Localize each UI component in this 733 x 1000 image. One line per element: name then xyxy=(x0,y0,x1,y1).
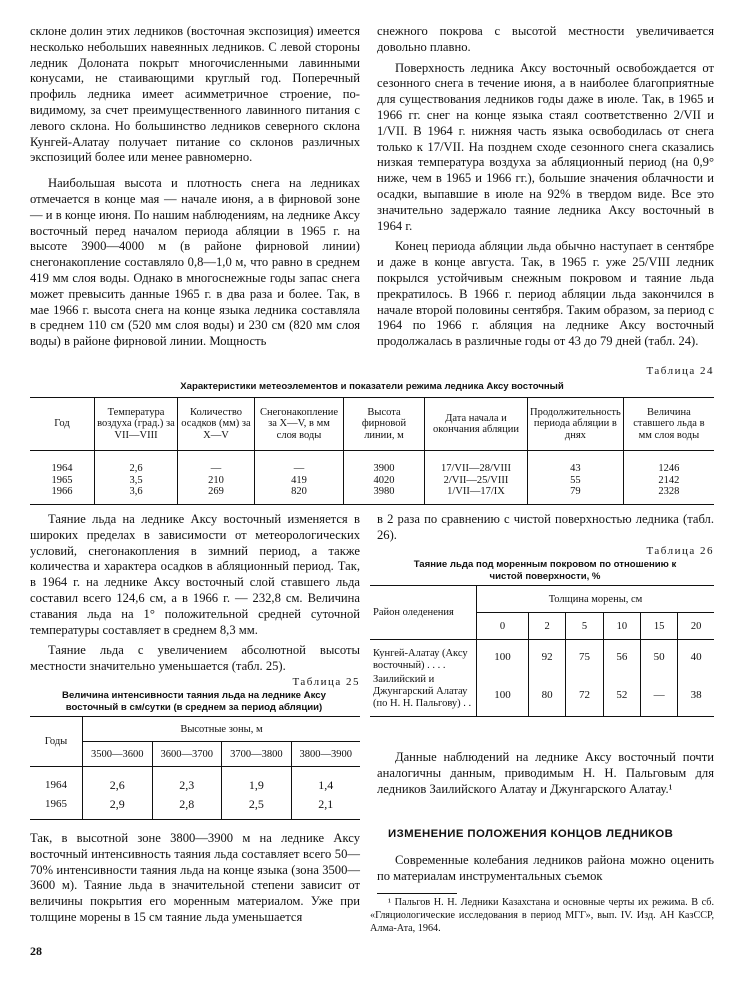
cell: — xyxy=(255,451,344,475)
cell: 2,5 xyxy=(222,795,292,820)
cell: Кунгей-Алатау (Аксу восточный) . . . . xyxy=(373,648,468,671)
paragraph: в 2 раза по сравнению с чистой поверхностью ледника (табл. 26). xyxy=(377,512,714,542)
right-col-end xyxy=(377,853,714,885)
cell: — xyxy=(178,451,255,475)
cell: 1965 xyxy=(51,474,73,486)
right-col-top xyxy=(377,24,714,350)
table-row xyxy=(30,451,714,475)
cell: 2,6 xyxy=(83,767,153,796)
t24-header: Снегонакопление за X—V, в мм слоя воды xyxy=(255,398,344,451)
t26-group-header: Толщина морены, см xyxy=(477,586,715,613)
table26-caption: Таяние льда под моренным покровом по отношению к чистой поверхности, % xyxy=(413,559,677,582)
cell: 43 xyxy=(528,451,624,475)
cell: 1,4 xyxy=(291,767,360,796)
cell: 56 xyxy=(603,640,640,674)
paragraph: Так, в высотной зоне 3800—3900 м на леднике Аксу восточный интенсивность таяния льда составляет всего 50—70% интенсивности таяния льда на конце языка (зона 3500—3600 м). Таяние льда в значительной степени зависит от величины покрытия его моренным материалом. Уже при толщине морены в 15 см таяние льда уменьшается xyxy=(30,831,360,924)
table25 xyxy=(30,716,360,820)
t24-header: Количество осадков (мм) за X—V xyxy=(178,398,255,451)
paragraph: Таяние льда на леднике Аксу восточный изменяется в широких пределах в зависимости от метеорологических условий, снегонакопления в зимний период, а также количества и характера осадков в абляционный период. Так, в 1964 г. на леднике Аксу восточный слой ставшего льда составил всего 124,6 см, а в 1966 г. — 232,8 см. Величина ставания льда на 1° положительной средней суточной температуры составляет в среднем 8,3 мм. xyxy=(30,512,360,637)
footnote xyxy=(370,896,714,935)
cell: 2,6 xyxy=(95,451,178,475)
right-col-mid xyxy=(377,512,714,544)
cell: 92 xyxy=(529,640,566,674)
table26-label: Таблица 26 xyxy=(646,545,714,557)
cell: 2,8 xyxy=(152,795,222,820)
cell: 1,9 xyxy=(222,767,292,796)
cell: 210 xyxy=(178,475,255,487)
t26-thickness: 5 xyxy=(566,613,603,640)
t24-header: Высота фирновой линии, м xyxy=(344,398,425,451)
t25-zone: 3500—3600 xyxy=(83,742,153,767)
t26-thickness: 15 xyxy=(640,613,677,640)
table25-caption: Величина интенсивности таяния льда на леднике Аксу восточный в см/сутки (в среднем за период абляции) xyxy=(62,690,326,713)
cell: 1964 xyxy=(51,463,73,474)
paragraph: Поверхность ледника Аксу восточный освобождается от сезонного снега в течение июня, а в наиболее благоприятные для существования ледников годы даже в июле. Так, в 1965 и 1966 гг. снег на конце языка стаял соответственно 2/VII и 1/VII. В 1964 г. нижняя часть языка освободилась от снега только к 17/VII. На позднем сходе сезонного снега сказались низкая температура воздуха за абляционный период (на 0,9° ниже, чем в 1965 и 1966 гг.), большие значения облачности и осадки, выпавшие в июле на 92% в твердом виде. Все это значительно задержало таяние ледника Аксу восточный в 1964 г. xyxy=(377,60,714,233)
cell: 1964 xyxy=(45,779,67,791)
cell: 2,1 xyxy=(291,795,360,820)
paragraph: Конец периода абляции льда обычно наступает в сентябре и даже в конце августа. Так, в 1965 г. уже 25/VIII ледник покрылся устойчивым снежным покровом и таяние льда прекратилось. В 1966 г. период абляции льда закончился в начале второй половины сентября. Таким образом, за период с 1964 по 1966 г. абляция на леднике Аксу восточный продолжалась в различные годы от 43 до 79 дней (табл. 24). xyxy=(377,239,714,349)
paragraph: Данные наблюдений на леднике Аксу восточный почти аналогичны данным, приводимым Н. Н. Пальговым для ледников Заилийского Алатау и Джунгарского Алатау.¹ xyxy=(377,750,714,796)
table-row xyxy=(370,673,714,717)
cell: 79 xyxy=(528,486,624,504)
table24 xyxy=(30,397,714,505)
paragraph: Наибольшая высота и плотность снега на ледниках отмечается в конце мая — начале июня, а в фирновой зоне — и в конце июня. По нашим наблюдениям, на леднике Аксу восточный перед началом периода абляции в 1965 г. на высоте 3900—4000 м (в районе фирновой линии) снегонакопление составляло 0,8—1,0 м, что равно в среднем 419 мм слоя воды. Однако в многоснежные годы запас снега может превысить данные 1965 г. в два раза и более. Так, в мае 1966 г. высота снега на конце языка ледника составляла в среднем 110 см (520 мм слоя воды) и 230 см (820 мм слоя воды) в районе фирновой линии. Мощность xyxy=(30,176,360,349)
table-row xyxy=(370,640,714,674)
paragraph: снежного покрова с высотой местности увеличивается довольно плавно. xyxy=(377,24,714,54)
cell: 52 xyxy=(603,673,640,717)
cell: 4020 xyxy=(344,475,425,487)
t25-col-header: Годы xyxy=(30,717,83,767)
t26-thickness: 0 xyxy=(477,613,529,640)
cell: 75 xyxy=(566,640,603,674)
paragraph: Современные колебания ледников района можно оценить по материалам инструментальных съемок xyxy=(377,853,714,883)
cell: 38 xyxy=(678,673,714,717)
t26-thickness: 2 xyxy=(529,613,566,640)
cell: 1965 xyxy=(45,798,67,810)
cell: — xyxy=(640,673,677,717)
left-col-bottom xyxy=(30,831,360,926)
t25-zone: 3600—3700 xyxy=(152,742,222,767)
cell: 1/VII—17/IX xyxy=(425,486,528,504)
table-row xyxy=(30,475,714,487)
cell: 3,5 xyxy=(95,475,178,487)
t26-col-header: Район оледенения xyxy=(370,586,477,640)
cell: 100 xyxy=(477,640,529,674)
t24-header: Продолжительность периода абляции в днях xyxy=(528,398,624,451)
cell: 100 xyxy=(477,673,529,717)
cell: 1246 xyxy=(623,451,714,475)
t25-zone: 3700—3800 xyxy=(222,742,292,767)
cell: 2142 xyxy=(623,475,714,487)
cell: 50 xyxy=(640,640,677,674)
table24-caption: Характеристики метеоэлементов и показатели режима ледника Аксу восточный xyxy=(180,381,564,392)
paragraph: Таяние льда с увеличением абсолютной высоты местности значительно уменьшается (табл. 25). xyxy=(30,643,360,674)
t24-header: Дата начала и окончания абляции xyxy=(425,398,528,451)
cell: 40 xyxy=(678,640,714,674)
cell: 55 xyxy=(528,475,624,487)
t26-thickness: 20 xyxy=(678,613,714,640)
t26-thickness: 10 xyxy=(603,613,640,640)
t24-header: Величина ставшего льда в мм слоя воды xyxy=(623,398,714,451)
table-row xyxy=(30,767,360,796)
t24-header: Температура воздуха (град.) за VII—VIII xyxy=(95,398,178,451)
table25-label: Таблица 25 xyxy=(292,676,360,688)
cell: 2328 xyxy=(623,486,714,504)
cell: 3,6 xyxy=(95,486,178,504)
cell: Заилийский и Джунгарский Алатау (по Н. Н. Пальгову) . . xyxy=(373,674,472,709)
left-col-top xyxy=(30,24,360,350)
cell: 3980 xyxy=(344,486,425,504)
cell: 3900 xyxy=(344,451,425,475)
cell: 419 xyxy=(255,475,344,487)
cell: 17/VII—28/VIII xyxy=(425,451,528,475)
table-row xyxy=(30,795,360,820)
left-col-mid xyxy=(30,512,360,675)
cell: 2/VII—25/VIII xyxy=(425,475,528,487)
table26 xyxy=(370,585,714,717)
table-row xyxy=(30,486,714,504)
right-col-after26 xyxy=(377,750,714,797)
cell: 72 xyxy=(566,673,603,717)
footnote-text: ¹ Пальгов Н. Н. Ледники Казахстана и основные черты их режима. В сб. «Гляциологические исследования в период МГГ», вып. IV. Изд. АН КазССР, Алма-Ата, 1964. xyxy=(370,897,714,934)
t25-group-header: Высотные зоны, м xyxy=(83,717,361,742)
section-heading: ИЗМЕНЕНИЕ ПОЛОЖЕНИЯ КОНЦОВ ЛЕДНИКОВ xyxy=(388,828,674,840)
cell: 2,3 xyxy=(152,767,222,796)
t24-header: Год xyxy=(30,398,95,451)
cell: 2,9 xyxy=(83,795,153,820)
cell: 269 xyxy=(178,486,255,504)
cell: 80 xyxy=(529,673,566,717)
footnote-rule xyxy=(377,893,457,894)
cell: 1966 xyxy=(51,486,73,497)
paragraph: склоне долин этих ледников (восточная экспозиция) имеется несколько небольших навеянных ледников. С левой стороны ледник Долоната покрыт многочисленными лавинными конусами, не стаивающими круглый год. Поперечный профиль ледника имеет асимметричное строение, по-видимому, за счет преимущественного лавинного питания с левого склона. Но большинство ледников северного склона Кунгей-Алатау получает питание со склонов различных экспозиций более или менее равномерно. xyxy=(30,24,360,165)
table24-label: Таблица 24 xyxy=(646,365,714,377)
t25-zone: 3800—3900 xyxy=(291,742,360,767)
cell: 820 xyxy=(255,486,344,504)
page-number: 28 xyxy=(30,944,42,958)
